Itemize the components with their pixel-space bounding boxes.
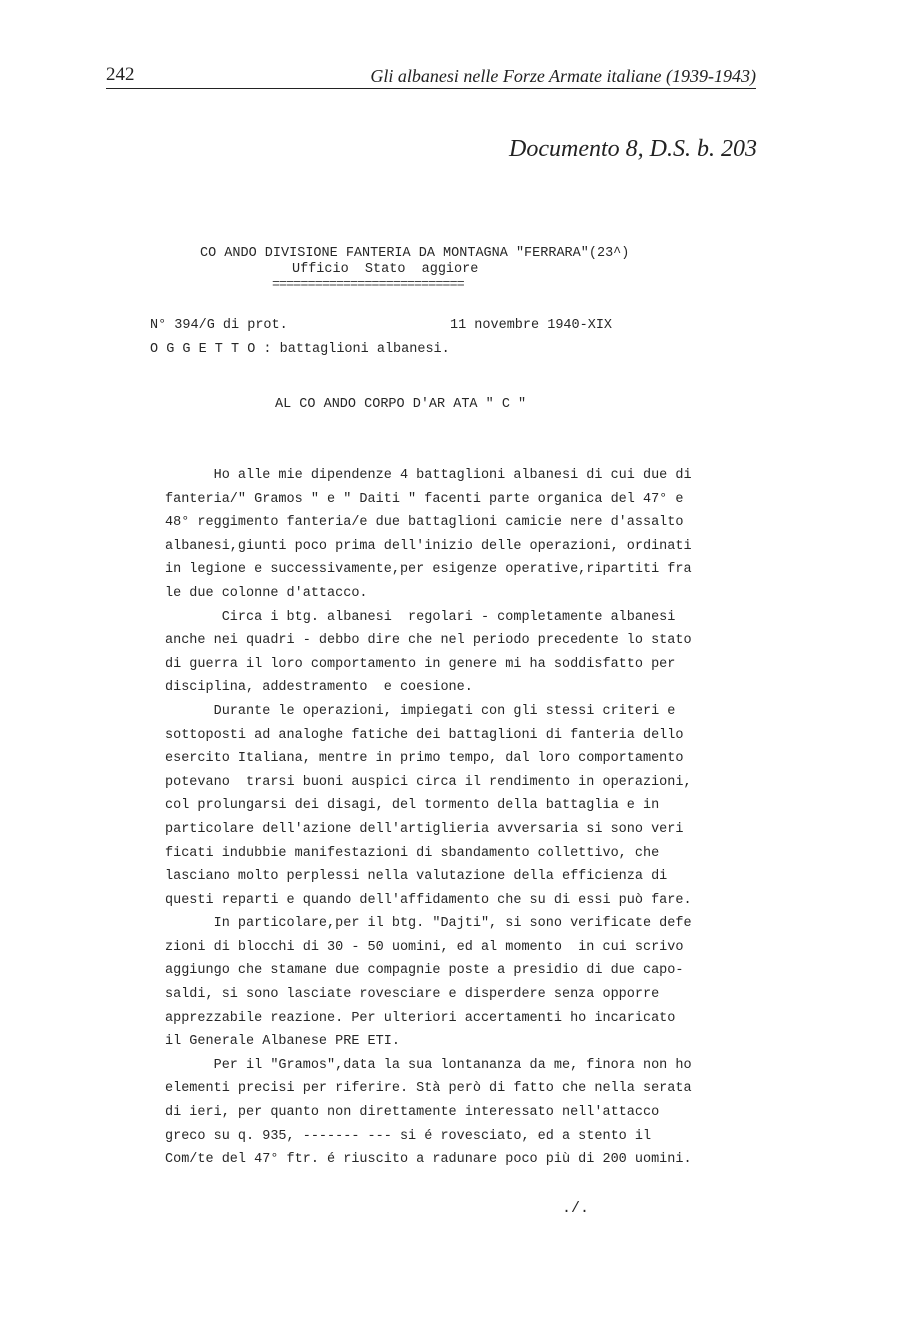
body-line: il Generale Albanese PRE ETI.: [165, 1034, 400, 1050]
body-line: Com/te del 47° ftr. é riuscito a radunare poco più di 200 uomini.: [165, 1152, 692, 1168]
letter-body: [165, 464, 725, 1172]
body-line: In particolare,per il btg. "Dajti", si sono verificate defe: [165, 916, 692, 932]
body-line: anche nei quadri - debbo dire che nel periodo precedente lo stato: [165, 633, 692, 649]
body-line: fanteria/" Gramos " e " Daiti " facenti parte organica del 47° e: [165, 491, 684, 507]
body-line: ficati indubbie manifestazioni di sbandamento collettivo, che: [165, 845, 660, 861]
body-line: particolare dell'azione dell'artiglieria avversaria si sono veri: [165, 821, 684, 837]
subject-line: O G G E T T O : battaglioni albanesi.: [150, 342, 450, 357]
body-line: apprezzabile reazione. Per ulteriori accertamenti ho incaricato: [165, 1010, 676, 1026]
body-line: questi reparti e quando dell'affidamento che su di essi può fare.: [165, 892, 692, 908]
body-line: saldi, si sono lasciate rovesciare e disperdere senza opporre: [165, 987, 660, 1003]
body-line: di ieri, per quanto non direttamente interessato nell'attacco: [165, 1105, 660, 1121]
body-line: elementi precisi per riferire. Stà però di fatto che nella serata: [165, 1081, 692, 1097]
body-line: 48° reggimento fanteria/e due battaglioni camicie nere d'assalto: [165, 515, 684, 531]
document-reference: Documento 8, D.S. b. 203: [509, 136, 757, 162]
body-line: esercito Italiana, mentre in primo tempo, dal loro comportamento: [165, 751, 684, 767]
body-line: albanesi,giunti poco prima dell'inizio delle operazioni, ordinati: [165, 538, 692, 554]
letterhead-line-2: Ufficio Stato aggiore: [292, 262, 479, 277]
body-line: disciplina, addestramento e coesione.: [165, 680, 473, 696]
body-line: lasciano molto perplessi nella valutazione della efficienza di: [165, 869, 668, 885]
body-line: zioni di blocchi di 30 - 50 uomini, ed al momento in cui scrivo: [165, 939, 684, 955]
body-line: Per il "Gramos",data la sua lontananza da me, finora non ho: [165, 1057, 692, 1073]
body-line: Ho alle mie dipendenze 4 battaglioni albanesi di cui due di: [165, 468, 692, 483]
body-line: aggiungo che stamane due compagnie poste a presidio di due capo-: [165, 963, 684, 979]
body-line: Circa i btg. albanesi regolari - completamente albanesi: [165, 609, 676, 625]
body-line: col prolungarsi dei disagi, del tormento della battaglia e in: [165, 798, 660, 814]
page-number: 242: [106, 64, 135, 85]
protocol-number: N° 394/G di prot.: [150, 318, 288, 333]
body-line: le due colonne d'attacco.: [165, 585, 368, 601]
body-line: sottoposti ad analoghe fatiche dei battaglioni di fanteria dello: [165, 727, 684, 743]
running-header: [106, 62, 756, 89]
book-title: Gli albanesi nelle Forze Armate italiane (1939-1943): [370, 66, 756, 86]
body-line: potevano trarsi buoni auspici circa il rendimento in operazioni,: [165, 774, 692, 790]
letter-date: 11 novembre 1940-XIX: [450, 318, 613, 333]
body-line: greco su q. 935, ------- --- si é rovesciato, ed a stento il: [165, 1128, 652, 1144]
addressee: AL CO ANDO CORPO D'AR ATA " C ": [275, 397, 527, 412]
body-line: di guerra il loro comportamento in genere mi ha soddisfatto per: [165, 656, 676, 672]
body-line: Durante le operazioni, impiegati con gli stessi criteri e: [165, 703, 676, 719]
letterhead-line-1: CO ANDO DIVISIONE FANTERIA DA MONTAGNA "FERRARA"(23^): [200, 246, 630, 261]
continuation-mark: ./.: [562, 1200, 590, 1217]
body-line: in legione e successivamente,per esigenze operative,ripartiti fra: [165, 562, 692, 578]
letterhead-rule: ===========================: [272, 278, 464, 293]
